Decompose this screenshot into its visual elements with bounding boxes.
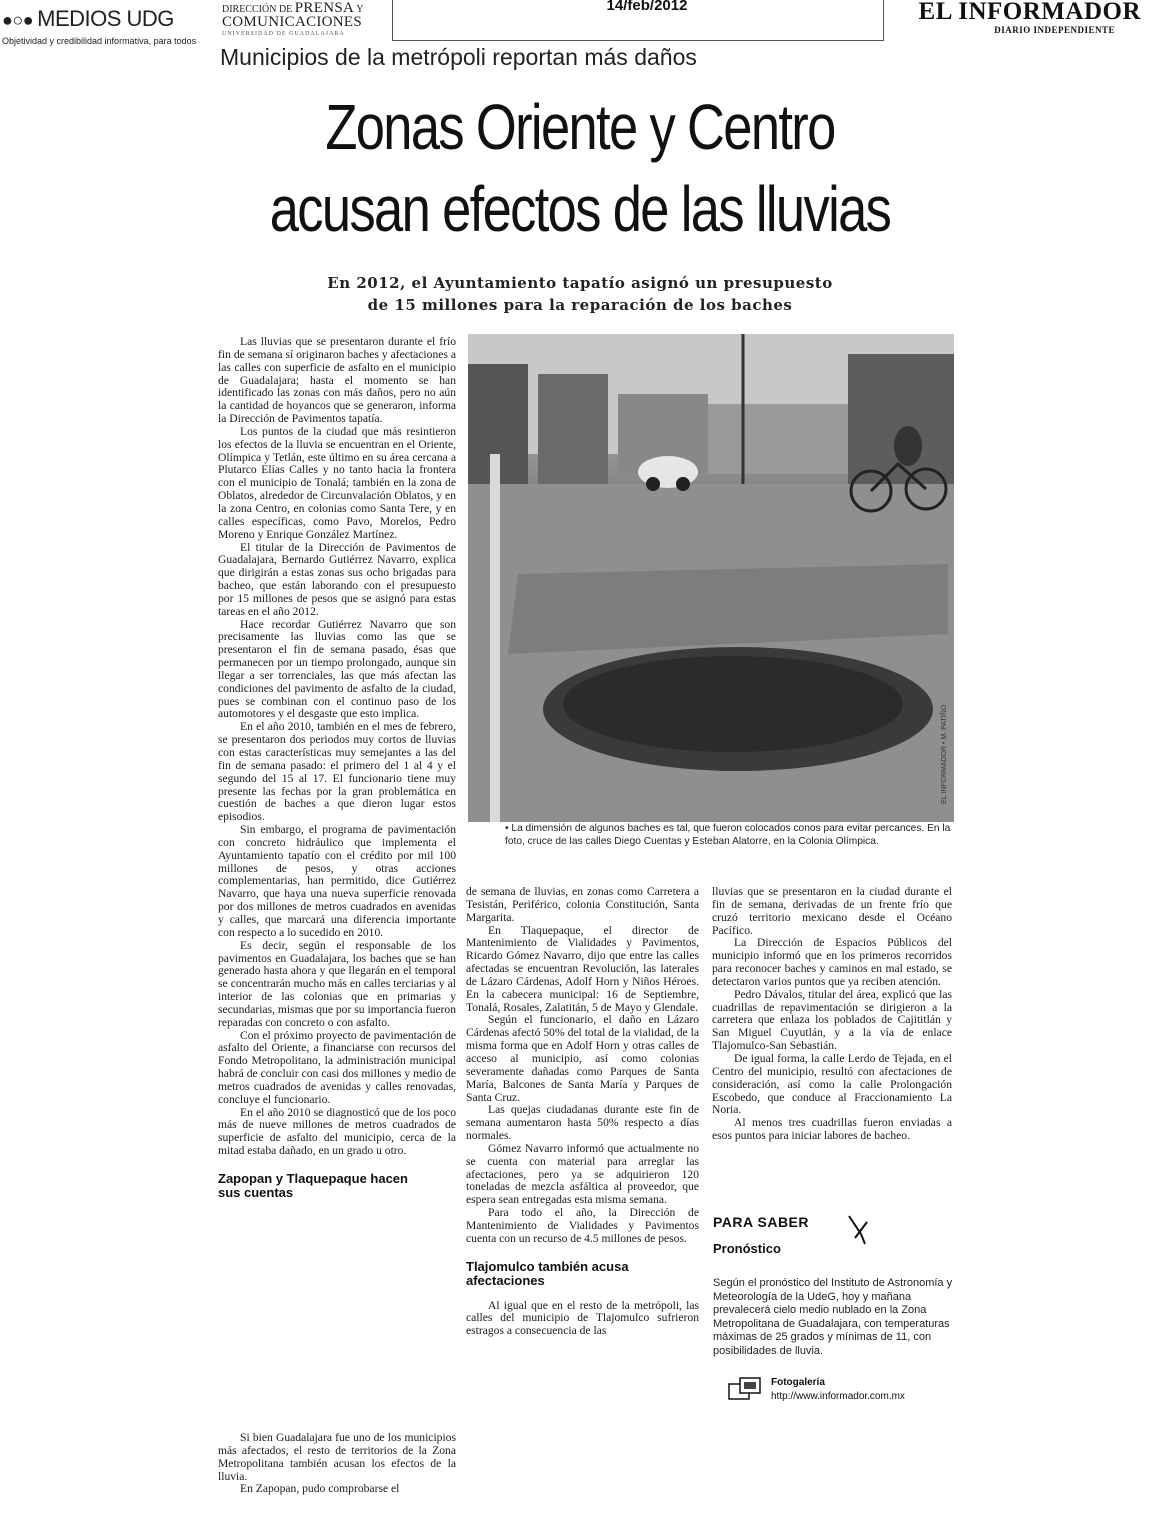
paragraph: de semana de lluvias, en zonas como Carretera a Tesistán, Periférico, colonia Constitución, Santa Margarita. xyxy=(466,885,699,924)
direccion-prensa: PRENSA xyxy=(294,0,355,16)
paragraph: Sin embargo, el programa de pavimentación con concreto hidráulico que implementa el Ayuntamiento tapatío con el crédito por mil 100 millones de pesos, y otras acciones complementarias, han permitido, dice Gutiérrez Navarro, que haya una nueva superficie renovada por dos millones de metros cuadrados en avenidas y calles, que marcará una diferencia importante con respecto a lo sucedido en 2010. xyxy=(218,823,456,939)
column-1 xyxy=(218,336,456,1200)
photo-credit: EL INFORMADOR • M. PATIÑO xyxy=(941,704,948,804)
publication-date: 14/feb/2012 xyxy=(606,0,688,14)
paragraph: Es decir, según el responsable de los pavimentos en Guadalajara, los baches que se han generado hasta ahora y que llegarán en el temporal se concentrarán mucho más en calles terciarias y al interior de las colonias que en primarias y secundarias, mismas que por su importancia fueron reparadas con concreto o con asfalto. xyxy=(218,938,456,1029)
fotogaleria-label: Fotogalería xyxy=(771,1377,825,1388)
kicker: Municipios de la metrópoli reportan más daños xyxy=(220,44,697,70)
column-3 xyxy=(712,886,952,1143)
udg-logo-text: MEDIOS UDG xyxy=(37,6,174,31)
deck-line-1: En 2012, el Ayuntamiento tapatío asignó un presupuesto xyxy=(327,274,833,292)
paragraph: De igual forma, la calle Lerdo de Tejada, en el Centro del municipio, resultó con afectaciones de consideración, así como la calle Prolongación Escobedo, que conduce al Fraccionamiento La Noria. xyxy=(712,1051,952,1117)
paragraph: La Dirección de Espacios Públicos del municipio informó que en los primeros recorridos para reconocer baches y caminos en mal estado, se detectaron varios puntos que ya reciben atención. xyxy=(712,936,952,988)
para-saber-title: PARA SABER xyxy=(713,1214,810,1230)
paragraph: Según el funcionario, el daño en Lázaro Cárdenas afectó 50% del total de la vialidad, de la misma forma que en Adolf Horn y otras calles de acceso al municipio, así como colonias severamente dañadas como Parques de Santa María, Balcones de Santa María y Parques de Santa Cruz. xyxy=(466,1013,699,1104)
paragraph: Las lluvias que se presentaron durante el frío fin de semana sí originaron baches y afectaciones a las calles con superficie de asfalto en el municipio de Guadalajara; hasta el momento se han identificado las zonas con más daños, pero no aún la cantidad de hoyancos que se generaron, informa la Dirección de Pavimentos tapatía. xyxy=(218,335,456,426)
udg-tagline: Objetividad y credibilidad informativa, para todos xyxy=(2,36,197,46)
paragraph: Los puntos de la ciudad que más resintieron los efectos de la lluvia se encuentran en el Oriente, Olímpica y Tetlán, este último en su área cercana a Plutarco Elías Calles y no tanto hacia la frontera con el municipio de Tonalá; también en la zona de Oblatos, alrededor de Circunvalación Oblatos, y en la zona Centro, en colonias como Santa Tere, y en calles específicas, como Pavo, Morelos, Pedro Moreno y Enrique González Martínez. xyxy=(218,424,456,541)
paragraph: Las quejas ciudadanas durante este fin de semana aumentaron hasta 50% respecto a días normales. xyxy=(466,1103,699,1143)
paragraph: Hace recordar Gutiérrez Navarro que son precisamente las lluvias como las que se presentaron el fin de semana pasado, ésas que permanecen por un tiempo prolongado, aunque sin llegar a ser torrenciales, las que más afectan las condiciones del pavimento de asfalto de la ciudad, pues se combinan con el continuo paso de los automotores y el desgaste que esto implica. xyxy=(218,617,456,721)
column-2 xyxy=(466,886,699,1338)
photo-pothole-street xyxy=(468,334,954,822)
headline xyxy=(211,86,949,250)
photo-caption: • La dimensión de algunos baches es tal, que fueron colocados conos para evitar percances. En la foto, cruce de las calles Diego Cuentas y Esteban Alatorre, en la Colonia Olímpica. xyxy=(505,823,951,847)
direccion-comunicaciones: COMUNICACIONES xyxy=(222,14,363,30)
deck-line-2: de 15 millones para la reparación de los baches xyxy=(367,296,793,314)
newspaper-name: EL INFORMADOR xyxy=(918,0,1141,25)
paragraph: En el año 2010, también en el mes de febrero, se presentaron dos periodos muy cortos de lluvias con estas características muy semejantes a las del fin de semana pasado: el primero del 1 al 4 y el segundo del 15 al 17. El funcionario tiene muy presente las fechas por la gran problemática en cuestión de baches a que dieron lugar estos episodios. xyxy=(218,720,456,824)
subhead-zapopan: Zapopan y Tlaquepaque hacen sus cuentas xyxy=(218,1171,408,1200)
paragraph: Al menos tres cuadrillas fueron enviadas a esos puntos para iniciar labores de bacheo. xyxy=(712,1116,952,1143)
headline-line-2: acusan efectos de las lluvias xyxy=(269,173,891,245)
pen-mark-icon xyxy=(845,1212,873,1251)
paragraph: Al igual que en el resto de la metrópoli, las calles del municipio de Tlajomulco sufrieron estragos a consecuencia de las xyxy=(466,1298,699,1338)
news-photo xyxy=(468,334,954,822)
paragraph: Para todo el año, la Dirección de Mantenimiento de Vialidades y Pavimentos cuenta con un recurso de 4.5 millones de pesos. xyxy=(466,1206,699,1245)
paragraph: En el año 2010 se diagnosticó que de los poco más de nueve millones de metros cuadrados de superficie de asfalto del municipio, cerca de la mitad estaba dañado, en un grado u otro. xyxy=(218,1105,456,1158)
para-saber-body: Según el pronóstico del Instituto de Astronomía y Meteorología de la UdeG, hoy y mañana prevalecerá cielo medio nublado en la Zona Metropolitana de Guadalajara, con temperaturas máximas de 25 grados y mínimas de 11, con posibilidades de lluvia. xyxy=(713,1277,953,1357)
photo-gallery-icon xyxy=(728,1376,764,1402)
paragraph: Gómez Navarro informó que actualmente no se cuenta con material para arreglar las afectaciones, pero ya se adquirieron 120 toneladas de mezcla asfáltica al proveedor, que espera sean entregadas esta misma semana. xyxy=(466,1141,699,1207)
para-saber-subtitle: Pronóstico xyxy=(713,1241,781,1256)
direccion-sub: UNIVERSIDAD DE GUADALAJARA xyxy=(222,31,345,37)
paragraph: En Tlaquepaque, el director de Mantenimiento de Vialidades y Pavimentos, Ricardo Gómez Navarro, dijo que entre las calles afectadas se encuentran Revolución, las laterales de Lázaro Cárdenas, Adolf Horn y Niños Héroes. En la cabecera municipal: 16 de Septiembre, Tonalá, Rosales, Zalatitán, 5 de Mayo y Glendale. xyxy=(466,923,699,1014)
fotogaleria-link[interactable]: http://www.informador.com.mx xyxy=(771,1391,905,1402)
subhead-tlajomulco: Tlajomulco también acusa afectaciones xyxy=(466,1258,629,1288)
paragraph: El titular de la Dirección de Pavimentos de Guadalajara, Bernardo Gutiérrez Navarro, explica que dirigirán a estas zonas sus ocho brigadas para bacheo, que están laborando con el presupuesto por 15 millones de pesos que se asignó para estas tareas en el año 2012. xyxy=(218,540,456,618)
paragraph: Pedro Dávalos, titular del área, explicó que las cuadrillas de repavimentación se dirigieron a la carretera que enlaza los poblados de Cajititlán y San Miguel Cuyutlán, y a la vía de enlace Tlajomulco-San Sebastián. xyxy=(712,987,952,1053)
medios-udg-logo xyxy=(2,6,174,32)
column-1-continued xyxy=(218,1432,456,1496)
udg-logo-icon: ●○● xyxy=(2,10,34,30)
paragraph: En Zapopan, pudo comprobarse el xyxy=(240,1482,400,1496)
paragraph: lluvias que se presentaron en la ciudad durante el fin de semana, derivadas de un frente frío que cruzó territorio mexicano desde el Océano Pacífico. xyxy=(712,885,952,937)
direccion-prensa-logo xyxy=(222,2,363,40)
deck xyxy=(290,272,870,316)
direccion-line1: DIRECCIÓN DE xyxy=(222,4,293,15)
paragraph: Con el próximo proyecto de pavimentación de asfalto del Oriente, a financiarse con recursos del Fondo Metropolitano, la administración municipal habrá de concluir con casi dos millones y medio de metros cuadrados de avenidas y calles renovadas, concluye el funcionario. xyxy=(218,1028,456,1106)
direccion-y: Y xyxy=(356,4,364,15)
paragraph: Si bien Guadalajara fue uno de los municipios más afectados, el resto de territorios de la Zona Metropolitana también acusan los efectos de la lluvia. xyxy=(218,1431,456,1483)
newspaper-subtitle: DIARIO INDEPENDIENTE xyxy=(994,25,1115,35)
headline-line-1: Zonas Oriente y Centro xyxy=(325,91,835,163)
